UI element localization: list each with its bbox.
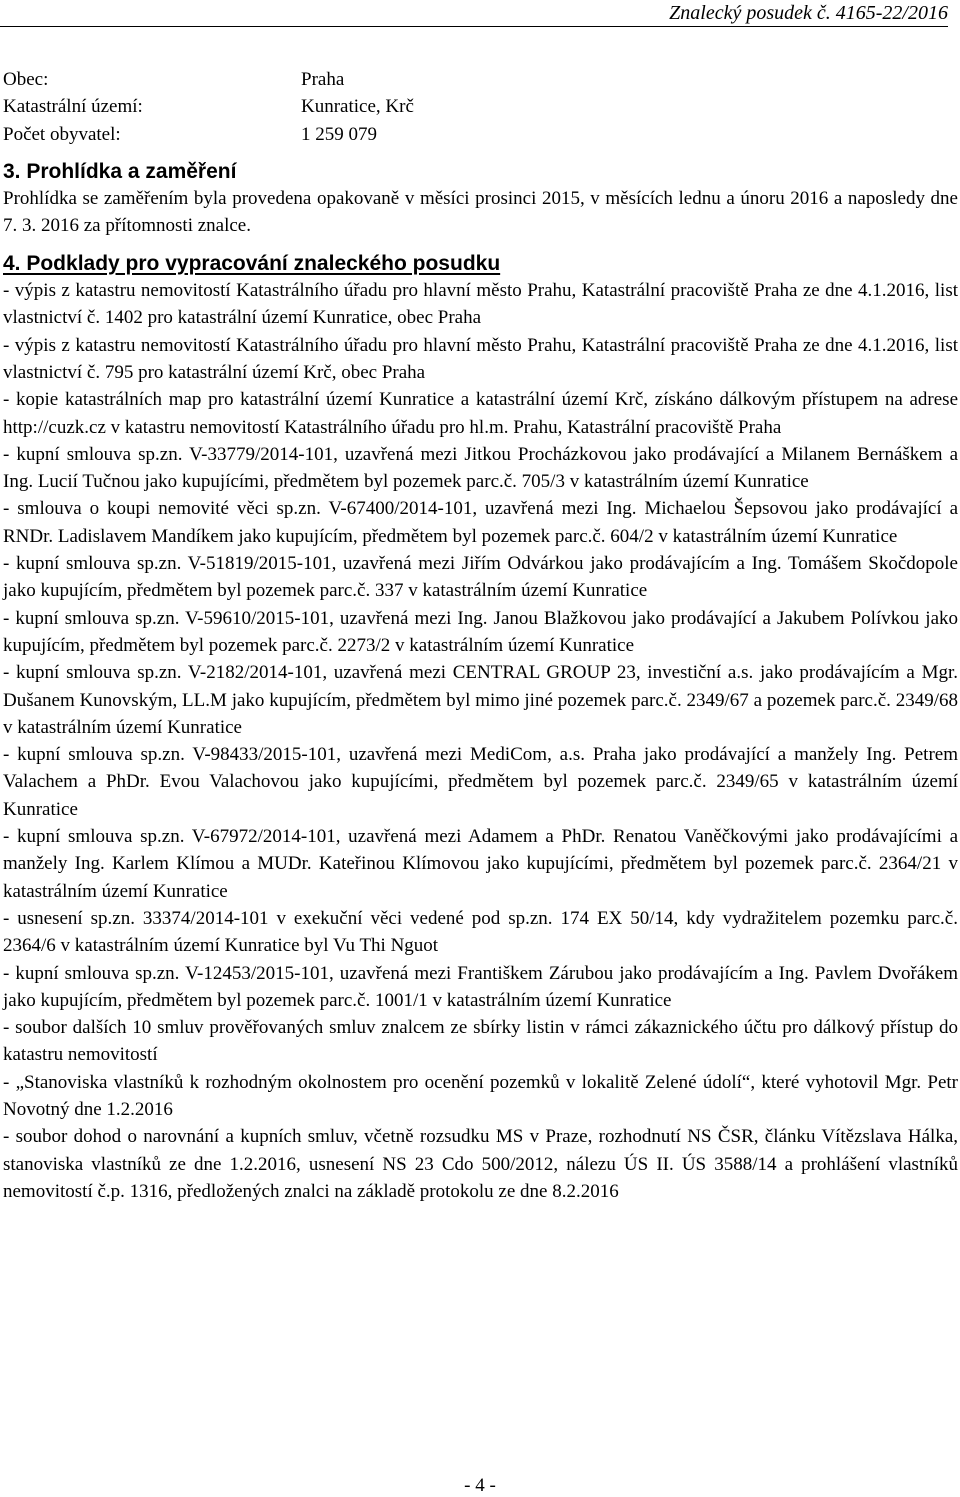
section-3-heading: 3. Prohlídka a zaměření [3, 159, 237, 183]
list-item: - soubor dalších 10 smluv prověřovaných smluv znalcem ze sbírky listin v rámci zákaznického účtu pro dálkový přístup do katastru nemovitostí [3, 1017, 958, 1066]
list-item: - výpis z katastru nemovitostí Katastrálního úřadu pro hlavní město Prahu, Katastrální pracoviště Praha ze dne 4.1.2016, list vlastnictví č. 795 pro katastrální území Krč, obec Praha [3, 334, 958, 383]
list-item: - „Stanoviska vlastníků k rozhodným okolnostem pro ocenění pozemků v lokalitě Zelené údolí“, které vyhotovil Mgr. Petr Novotný dne 1.2.2016 [3, 1071, 958, 1120]
page-content [3, 66, 958, 1205]
section-4-heading: 4. Podklady pro vypracování znaleckého posudku [3, 251, 501, 275]
source-list [3, 277, 958, 1205]
list-item: - kopie katastrálních map pro katastrální území Kunratice a katastrální území Krč, získáno dálkovým přístupem na adrese http://cuzk.cz v katastru nemovitostí Katastrálního úřadu pro hl.m. Prahu, Katastrální pracoviště Praha [3, 389, 958, 438]
list-item: - soubor dohod o narovnání a kupních smluv, včetně rozsudku MS v Praze, rozhodnutí NS ČSR, článku Vítězslava Hálka, stanoviska vlastníků ze dne 1.2.2016, usnesení NS 23 Cdo 500/2012, nálezu ÚS II. ÚS 3588/14 a prohlášení vlastníků nemovitostí č.p. 1316, předložených znalci na základě protokolu ze dne 8.2.2016 [3, 1126, 958, 1202]
page-number: - 4 - [464, 1475, 496, 1496]
info-value: Kunratice, Krč [301, 96, 414, 118]
section-3-text: Prohlídka se zaměřením byla provedena opakovaně v měsíci prosinci 2015, v měsících lednu a únoru 2016 a naposledy dne 7. 3. 2016 za přítomnosti znalce. [3, 188, 958, 237]
document-title: Znalecký posudek č. 4165-22/2016 [669, 2, 948, 24]
info-row-obec [3, 66, 958, 93]
info-label: Počet obyvatel: [3, 123, 121, 145]
info-label: Obec: [3, 69, 49, 90]
list-item: - kupní smlouva sp.zn. V-67972/2014-101, uzavřená mezi Adamem a PhDr. Renatou Vaněčkovými jako prodávajícími a manžely Ing. Karlem Klímou a MUDr. Kateřinou Klímovou jako kupujícími, předmětem byl pozemek parc.č. 2364/21 v katastrálním území Kunratice [3, 826, 958, 902]
list-item: - smlouva o koupi nemovité věci sp.zn. V-67400/2014-101, uzavřená mezi Ing. Michaelou Šepsovou jako prodávající a RNDr. Ladislavem Mandíkem jako kupujícím, předmětem byl pozemek parc.č. 604/2 v katastrálním území Kunratice [3, 498, 958, 547]
list-item: - usnesení sp.zn. 33374/2014-101 v exekuční věci vedené pod sp.zn. 174 EX 50/14, kdy vydražitelem pozemku parc.č. 2364/6 v katastrálním území Kunratice byl Vu Thi Nguot [3, 907, 958, 957]
list-item: - kupní smlouva sp.zn. V-12453/2015-101, uzavřená mezi Františkem Zárubou jako prodávajícím a Ing. Pavlem Dvořákem jako kupujícím, předmětem byl pozemek parc.č. 1001/1 v katastrálním území Kunratice [3, 962, 958, 1011]
info-label: Katastrální území: [3, 96, 143, 118]
list-item: - výpis z katastru nemovitostí Katastrálního úřadu pro hlavní město Prahu, Katastrální pracoviště Praha ze dne 4.1.2016, list vlastnictví č. 1402 pro katastrální území Kunratice, obec Praha [3, 280, 958, 329]
info-value: Praha [301, 69, 345, 90]
info-value: 1 259 079 [301, 123, 377, 145]
list-item: - kupní smlouva sp.zn. V-59610/2015-101, uzavřená mezi Ing. Janou Blažkovou jako prodávající a Jakubem Polívkou jako kupujícím, předmětem byl pozemek parc.č. 2273/2 v katastrálním území Kunratice [3, 607, 958, 656]
info-row-katastralni-uzemi [3, 93, 958, 120]
page-header [0, 0, 948, 26]
info-row-pocet-obyvatel [3, 121, 958, 148]
info-table [3, 66, 958, 148]
list-item: - kupní smlouva sp.zn. V-2182/2014-101, uzavřená mezi CENTRAL GROUP 23, investiční a.s. jako prodávajícím a Mgr. Dušanem Kunovským, LL.M jako kupujícím, předmětem byl mimo jiné pozemek parc.č. 2349/67 a pozemek parc.č. 2349/68 v katastrálním území Kunratice [3, 662, 958, 738]
list-item: - kupní smlouva sp.zn. V-51819/2015-101, uzavřená mezi Jiřím Odvárkou jako prodávajícím a Ing. Tomášem Skočdopole jako kupujícím, předmětem byl pozemek parc.č. 337 v katastrálním území Kunratice [3, 553, 958, 602]
list-item: - kupní smlouva sp.zn. V-98433/2015-101, uzavřená mezi MediCom, a.s. Praha jako prodávající a manžely Ing. Petrem Valachem a PhDr. Evou Valachovou jako kupujícími, předmětem byl pozemek parc.č. 2349/65 v katastrálním území Kunratice [3, 744, 958, 820]
list-item: - kupní smlouva sp.zn. V-33779/2014-101, uzavřená mezi Jitkou Procházkovou jako prodávající a Milanem Bernáškem a Ing. Lucií Tučnou jako kupujícími, předmětem byl pozemek parc.č. 705/3 v katastrálním území Kunratice [3, 443, 958, 493]
header-divider [0, 26, 948, 27]
